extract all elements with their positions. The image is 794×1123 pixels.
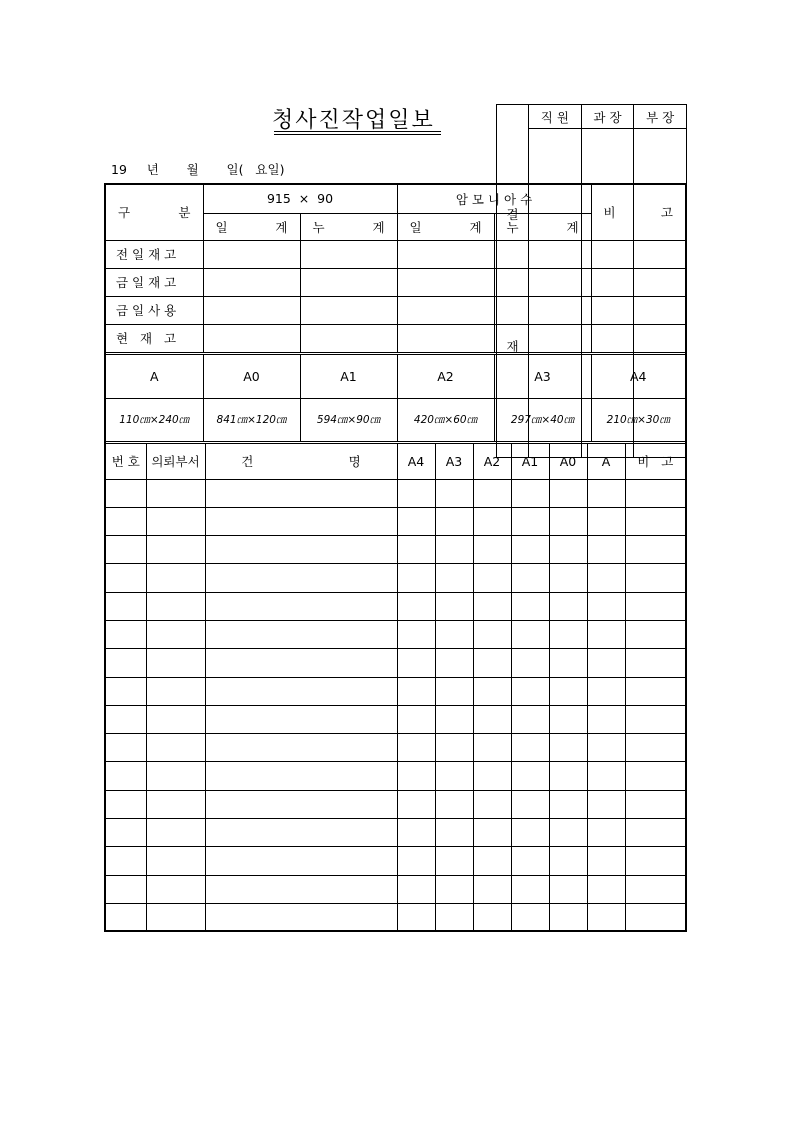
table-row [106, 507, 685, 535]
cell[interactable] [397, 296, 494, 324]
log-cell[interactable] [549, 762, 587, 790]
log-cell[interactable] [435, 592, 473, 620]
page-title-text: 청사진작업일보 [272, 108, 435, 133]
size-dim-a1: 594㎝×90㎝ [300, 398, 397, 441]
log-cell[interactable] [549, 564, 587, 592]
cell[interactable] [203, 296, 300, 324]
size-label-a1: A1 [300, 355, 397, 398]
log-cell[interactable] [511, 819, 549, 847]
log-cell[interactable] [397, 875, 435, 903]
log-cell[interactable] [549, 479, 587, 507]
cell[interactable] [203, 324, 300, 352]
size-label-a2: A2 [397, 355, 494, 398]
log-header-a: A [587, 444, 625, 479]
log-header-department: 의뢰부서 [146, 444, 205, 479]
size-dim-a0: 841㎝×120㎝ [203, 398, 300, 441]
log-cell[interactable] [397, 847, 435, 875]
row-label-prev-stock: 전 일 재 고 [106, 240, 203, 268]
size-dim-a4: 210㎝×30㎝ [591, 398, 685, 441]
log-cell[interactable] [549, 620, 587, 648]
table-row [106, 903, 685, 931]
size-label-a: A [106, 355, 203, 398]
log-cell[interactable] [625, 677, 685, 705]
log-cell[interactable] [397, 620, 435, 648]
log-cell[interactable] [511, 734, 549, 762]
log-cell[interactable] [625, 762, 685, 790]
log-cell[interactable] [106, 536, 146, 564]
log-cell[interactable] [397, 705, 435, 733]
log-cell[interactable] [549, 903, 587, 931]
cell[interactable] [494, 268, 591, 296]
log-cell[interactable] [549, 847, 587, 875]
log-cell[interactable] [205, 734, 397, 762]
page-title [272, 103, 435, 134]
log-cell[interactable] [511, 705, 549, 733]
size-label-a4: A4 [591, 355, 685, 398]
table-row [106, 790, 685, 818]
job-log-table [106, 444, 685, 932]
log-cell[interactable] [549, 592, 587, 620]
log-cell[interactable] [106, 790, 146, 818]
table-row [106, 819, 685, 847]
log-cell[interactable] [511, 479, 549, 507]
log-cell[interactable] [435, 620, 473, 648]
log-cell[interactable] [397, 592, 435, 620]
paper-size-table [106, 355, 685, 441]
cell[interactable] [494, 324, 591, 352]
log-cell[interactable] [473, 620, 511, 648]
log-cell[interactable] [146, 479, 205, 507]
log-cell[interactable] [205, 875, 397, 903]
log-cell[interactable] [106, 620, 146, 648]
log-cell[interactable] [106, 847, 146, 875]
log-cell[interactable] [549, 536, 587, 564]
log-cell[interactable] [473, 903, 511, 931]
log-cell[interactable] [549, 705, 587, 733]
log-cell[interactable] [146, 564, 205, 592]
log-cell[interactable] [587, 705, 625, 733]
log-cell[interactable] [473, 847, 511, 875]
log-cell[interactable] [435, 875, 473, 903]
log-cell[interactable] [511, 847, 549, 875]
log-cell[interactable] [146, 536, 205, 564]
log-cell[interactable] [397, 762, 435, 790]
log-cell[interactable] [625, 705, 685, 733]
log-cell[interactable] [435, 790, 473, 818]
log-cell[interactable] [146, 677, 205, 705]
log-cell[interactable] [473, 592, 511, 620]
log-cell[interactable] [549, 875, 587, 903]
log-cell[interactable] [205, 762, 397, 790]
log-cell[interactable] [473, 705, 511, 733]
cell[interactable] [300, 296, 397, 324]
cell[interactable] [300, 324, 397, 352]
table-row [106, 592, 685, 620]
cell[interactable] [591, 296, 685, 324]
log-cell[interactable] [473, 762, 511, 790]
title-underline [274, 134, 441, 135]
log-cell[interactable] [625, 875, 685, 903]
table-row [106, 734, 685, 762]
log-cell[interactable] [511, 875, 549, 903]
log-cell[interactable] [549, 734, 587, 762]
log-cell[interactable] [205, 705, 397, 733]
log-cell[interactable] [106, 479, 146, 507]
log-cell[interactable] [205, 620, 397, 648]
log-cell[interactable] [587, 734, 625, 762]
log-cell[interactable] [435, 734, 473, 762]
log-cell[interactable] [106, 705, 146, 733]
log-cell[interactable] [511, 903, 549, 931]
cell[interactable] [203, 240, 300, 268]
table-row [106, 649, 685, 677]
log-cell[interactable] [397, 649, 435, 677]
log-cell[interactable] [146, 592, 205, 620]
log-cell[interactable] [106, 875, 146, 903]
log-cell[interactable] [625, 564, 685, 592]
log-cell[interactable] [397, 507, 435, 535]
log-cell[interactable] [205, 847, 397, 875]
cell[interactable] [494, 296, 591, 324]
log-cell[interactable] [435, 677, 473, 705]
log-cell[interactable] [587, 847, 625, 875]
log-cell[interactable] [106, 762, 146, 790]
log-cell[interactable] [473, 677, 511, 705]
log-header-remarks: 비 고 [625, 444, 685, 479]
log-cell[interactable] [397, 479, 435, 507]
log-cell[interactable] [549, 819, 587, 847]
log-cell[interactable] [473, 564, 511, 592]
remarks-header: 비 고 [591, 185, 685, 240]
cell[interactable] [591, 268, 685, 296]
log-cell[interactable] [146, 620, 205, 648]
log-header-a2: A2 [473, 444, 511, 479]
log-cell[interactable] [473, 819, 511, 847]
log-cell[interactable] [205, 564, 397, 592]
log-cell[interactable] [205, 790, 397, 818]
log-cell[interactable] [511, 762, 549, 790]
log-cell[interactable] [205, 649, 397, 677]
sub-header-daily: 일 계 [203, 213, 300, 240]
log-cell[interactable] [397, 819, 435, 847]
log-cell[interactable] [146, 875, 205, 903]
log-cell[interactable] [549, 677, 587, 705]
cell[interactable] [591, 240, 685, 268]
table-row [106, 875, 685, 903]
log-cell[interactable] [587, 677, 625, 705]
approval-side-top: 결 [506, 207, 519, 222]
log-cell[interactable] [625, 649, 685, 677]
log-cell[interactable] [435, 705, 473, 733]
log-header-subject: 건 명 [205, 444, 397, 479]
log-cell[interactable] [473, 734, 511, 762]
log-cell[interactable] [511, 649, 549, 677]
log-cell[interactable] [397, 536, 435, 564]
log-cell[interactable] [587, 819, 625, 847]
log-cell[interactable] [435, 762, 473, 790]
log-header-a0: A0 [549, 444, 587, 479]
log-cell[interactable] [106, 819, 146, 847]
size-dim-a3: 297㎝×40㎝ [494, 398, 591, 441]
log-cell[interactable] [587, 507, 625, 535]
log-cell[interactable] [397, 564, 435, 592]
log-cell[interactable] [106, 649, 146, 677]
size-dim-a: 110㎝×240㎝ [106, 398, 203, 441]
log-cell[interactable] [511, 592, 549, 620]
log-cell[interactable] [587, 903, 625, 931]
log-cell[interactable] [146, 819, 205, 847]
table-row [106, 677, 685, 705]
log-cell[interactable] [625, 536, 685, 564]
cell[interactable] [203, 268, 300, 296]
log-cell[interactable] [146, 649, 205, 677]
log-header-a1: A1 [511, 444, 549, 479]
log-cell[interactable] [625, 790, 685, 818]
log-cell[interactable] [473, 790, 511, 818]
category-header: 구 분 [106, 185, 203, 240]
log-cell[interactable] [106, 592, 146, 620]
table-row [106, 479, 685, 507]
cell[interactable] [494, 240, 591, 268]
log-header-a4: A4 [397, 444, 435, 479]
cell[interactable] [397, 268, 494, 296]
log-cell[interactable] [435, 564, 473, 592]
log-cell[interactable] [587, 762, 625, 790]
size-label-a3: A3 [494, 355, 591, 398]
log-cell[interactable] [146, 734, 205, 762]
log-cell[interactable] [146, 847, 205, 875]
log-cell[interactable] [511, 677, 549, 705]
log-cell[interactable] [205, 592, 397, 620]
approval-col-staff: 직 원 [529, 105, 582, 129]
log-cell[interactable] [146, 507, 205, 535]
log-cell[interactable] [106, 677, 146, 705]
log-cell[interactable] [473, 536, 511, 564]
log-cell[interactable] [106, 564, 146, 592]
cell[interactable] [300, 240, 397, 268]
log-cell[interactable] [511, 536, 549, 564]
table-row [106, 536, 685, 564]
group-ammonia-header: 암 모 니 아 수 [397, 185, 591, 213]
log-cell[interactable] [625, 847, 685, 875]
log-cell[interactable] [435, 536, 473, 564]
log-cell[interactable] [511, 790, 549, 818]
log-cell[interactable] [587, 536, 625, 564]
table-row [106, 762, 685, 790]
table-row [106, 564, 685, 592]
log-cell[interactable] [146, 762, 205, 790]
main-form [104, 183, 687, 932]
log-cell[interactable] [625, 592, 685, 620]
log-cell[interactable] [473, 649, 511, 677]
table-row [106, 620, 685, 648]
log-cell[interactable] [397, 903, 435, 931]
sub-header-daily: 일 계 [397, 213, 494, 240]
log-cell[interactable] [625, 734, 685, 762]
log-cell[interactable] [473, 507, 511, 535]
log-cell[interactable] [435, 819, 473, 847]
cell[interactable] [397, 240, 494, 268]
log-cell[interactable] [473, 875, 511, 903]
log-cell[interactable] [435, 507, 473, 535]
log-cell[interactable] [625, 819, 685, 847]
log-header-a3: A3 [435, 444, 473, 479]
log-cell[interactable] [205, 479, 397, 507]
log-cell[interactable] [625, 507, 685, 535]
date-line: 19 년 월 일( 요일) [111, 162, 285, 177]
log-cell[interactable] [625, 479, 685, 507]
log-cell[interactable] [435, 847, 473, 875]
cell[interactable] [397, 324, 494, 352]
size-dim-a2: 420㎝×60㎝ [397, 398, 494, 441]
log-cell[interactable] [473, 479, 511, 507]
log-cell[interactable] [205, 903, 397, 931]
log-cell[interactable] [397, 677, 435, 705]
log-cell[interactable] [587, 620, 625, 648]
log-cell[interactable] [587, 875, 625, 903]
log-cell[interactable] [587, 649, 625, 677]
log-cell[interactable] [549, 790, 587, 818]
log-cell[interactable] [435, 649, 473, 677]
log-cell[interactable] [587, 564, 625, 592]
log-cell[interactable] [511, 620, 549, 648]
sub-header-cumulative: 누 계 [300, 213, 397, 240]
log-cell[interactable] [511, 507, 549, 535]
cell[interactable] [300, 268, 397, 296]
log-cell[interactable] [146, 903, 205, 931]
log-cell[interactable] [106, 903, 146, 931]
log-cell[interactable] [205, 507, 397, 535]
log-cell[interactable] [106, 507, 146, 535]
approval-col-director: 부 장 [634, 105, 687, 129]
log-cell[interactable] [146, 790, 205, 818]
log-header-number: 번 호 [106, 444, 146, 479]
log-cell[interactable] [625, 620, 685, 648]
cell[interactable] [591, 324, 685, 352]
log-cell[interactable] [549, 649, 587, 677]
log-cell[interactable] [397, 734, 435, 762]
log-cell[interactable] [205, 677, 397, 705]
log-cell[interactable] [205, 819, 397, 847]
log-cell[interactable] [435, 903, 473, 931]
log-cell[interactable] [106, 734, 146, 762]
table-row [106, 847, 685, 875]
sub-header-cumulative: 누 계 [494, 213, 591, 240]
row-label-today-stock: 금 일 재 고 [106, 268, 203, 296]
log-cell[interactable] [397, 790, 435, 818]
group-915x90-header: 915 × 90 [203, 185, 397, 213]
row-label-current-stock: 현 재 고 [106, 324, 203, 352]
log-cell[interactable] [511, 564, 549, 592]
log-cell[interactable] [587, 592, 625, 620]
title-underline [274, 131, 441, 132]
approval-side-bottom: 재 [506, 339, 519, 354]
log-cell[interactable] [587, 479, 625, 507]
approval-col-manager: 과 장 [581, 105, 634, 129]
log-cell[interactable] [435, 479, 473, 507]
row-label-today-usage: 금 일 사 용 [106, 296, 203, 324]
inventory-table [106, 185, 685, 352]
table-row [106, 705, 685, 733]
log-cell[interactable] [587, 790, 625, 818]
log-cell[interactable] [549, 507, 587, 535]
size-label-a0: A0 [203, 355, 300, 398]
log-cell[interactable] [625, 903, 685, 931]
log-cell[interactable] [205, 536, 397, 564]
log-cell[interactable] [146, 705, 205, 733]
